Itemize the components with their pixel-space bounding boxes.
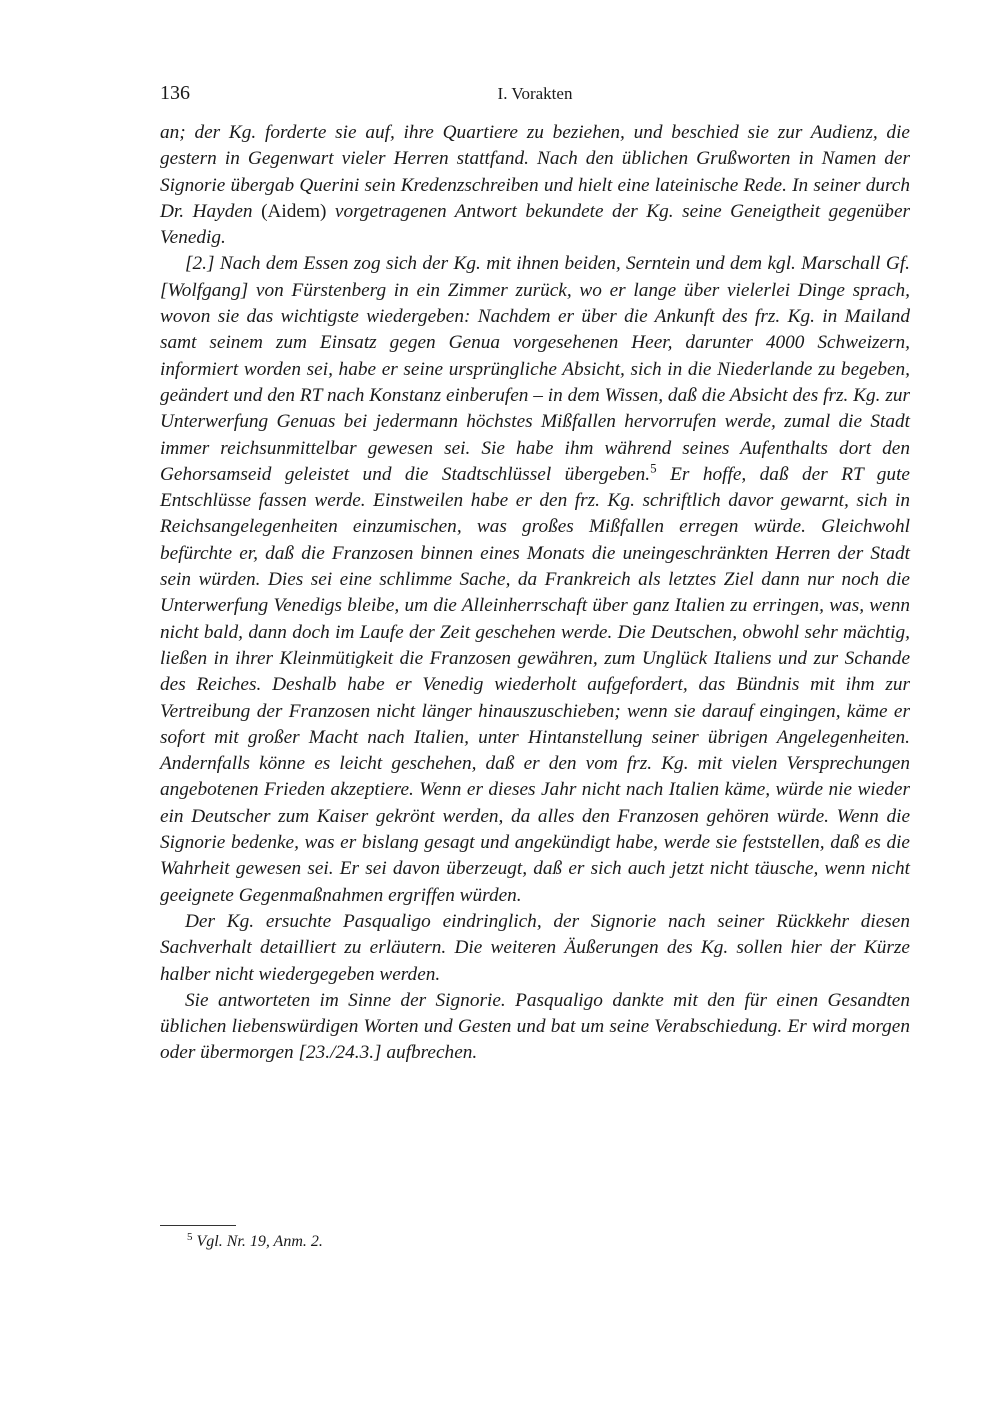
main-text bbox=[160, 120, 910, 1067]
paragraph-2-text-a: [2.] Nach dem Essen zog sich der Kg. mit ihnen beiden, Serntein und dem kgl. Marschall Gf. [Wolfgang] von Fürstenberg in ein Zimmer zurück, wo er lange über vielerlei Dinge sprach, wovon sie das wichtigste wiedergeben: Nachdem er über die Ankunft des frz. Kg. in Mailand samt seinem zum Einsatz gegen Genua vorgesehenen Heer, darunter 4000 Schweizern, informiert worden sei, habe er seine ursprüngliche Absicht, sich in die Niederlande zu begeben, geändert und den RT nach Konstanz einberufen – in dem Wissen, daß die Absicht des frz. Kg. zur Unterwerfung Genuas bei jedermann höchstes Mißfallen hervorrufen werde, zumal die Stadt immer reichsunmittelbar gewesen sei. Sie habe ihm während seines Aufenthalts dort den Gehorsamseid geleistet und die Stadtschlüssel übergeben. bbox=[160, 253, 910, 485]
footnote-separator bbox=[160, 1225, 236, 1226]
paragraph-2 bbox=[160, 251, 910, 908]
running-head: I. Vorakten bbox=[497, 84, 573, 103]
footnote-5 bbox=[187, 1232, 323, 1252]
paragraph-2-text-b: Er hoffe, daß der RT gute Entschlüsse fassen werde. Einstweilen habe er den frz. Kg. schriftlich davor gewarnt, sich in Reichsangelegenheiten einzumischen, was großes Mißfallen erregen würde. Gleichwohl befürchte er, daß die Franzosen binnen eines Monats die uneingeschränkten Herren der Stadt sein würden. Dies sei eine schlimme Sache, da Frankreich als letztes Ziel dann nur noch die Unterwerfung Venedigs bleibe, um die Alleinherrschaft über ganz Italien zu erringen, was, wenn nicht bald, dann doch im Laufe der Zeit geschehen werde. Die Deutschen, obwohl sehr mächtig, ließen in ihrer Kleinmütigkeit die Franzosen gewähren, zum Unglück Italiens und zur Schande des Reiches. Deshalb habe er Venedig wiederholt aufgefordert, das Bündnis mit ihm zur Vertreibung der Franzosen nicht länger hinauszuschieben; wenn sie darauf eingingen, käme er sofort mit großer Macht nach Italien, unter Hintanstellung seiner übrigen Angelegenheiten. Andernfalls könne es leicht geschehen, daß er den vom frz. Kg. mit vielen Versprechungen angebotenen Frieden akzeptiere. Wenn er dieses Jahr nicht nach Italien käme, würde nie wieder ein Deutscher zum Kaiser gekrönt werden, da alles den Franzosen gehören würde. Wenn die Signorie bedenke, was er bislang gesagt und angekündigt habe, werde sie feststellen, daß es die Wahrheit gewesen sei. Er sei davon überzeugt, daß er sich auch jetzt nicht täusche, wenn nicht geeignete Gegenmaßnahmen ergriffen würden. bbox=[160, 463, 910, 906]
footnote-text: Vgl. Nr. 19, Anm. 2. bbox=[196, 1233, 323, 1250]
paragraph-3: Der Kg. ersuchte Pasqualigo eindringlich, der Signorie nach seiner Rückkehr diesen Sachverhalt detailliert zu erläutern. Die weiteren Äußerungen des Kg. sollen hier der Kürze halber nicht wiedergegeben werden. bbox=[160, 910, 910, 985]
footnote-reference-5[interactable]: 5 bbox=[650, 460, 657, 476]
paragraph-1-text-a: an; der Kg. forderte sie auf, ihre Quartiere zu beziehen, und beschied sie zur Audienz, die gestern in Gegenwart vieler Herren stattfand. Nach den üblichen Grußworten in Namen der Signorie übergab Querini sein Kredenzschreiben und hielt eine lateinische Rede. In seiner durch Dr. Hayden bbox=[160, 122, 910, 222]
paragraph-1-upright-note: (Aidem) bbox=[261, 200, 327, 222]
page-number: 136 bbox=[160, 82, 190, 104]
paragraph-1-text-b: vorgetragenen Antwort bekundete der Kg. seine Geneigtheit gegenüber Venedig. bbox=[160, 200, 911, 249]
footnote-number: 5 bbox=[187, 1230, 193, 1243]
paragraph-4: Sie antworteten im Sinne der Signorie. Pasqualigo dankte mit den für einen Gesandten üblichen liebenswürdigen Worten und Gesten und bat um seine Verabschiedung. Er wird morgen oder übermorgen [23./24.3.] aufbrechen. bbox=[160, 989, 910, 1064]
paragraph-1 bbox=[160, 120, 910, 251]
